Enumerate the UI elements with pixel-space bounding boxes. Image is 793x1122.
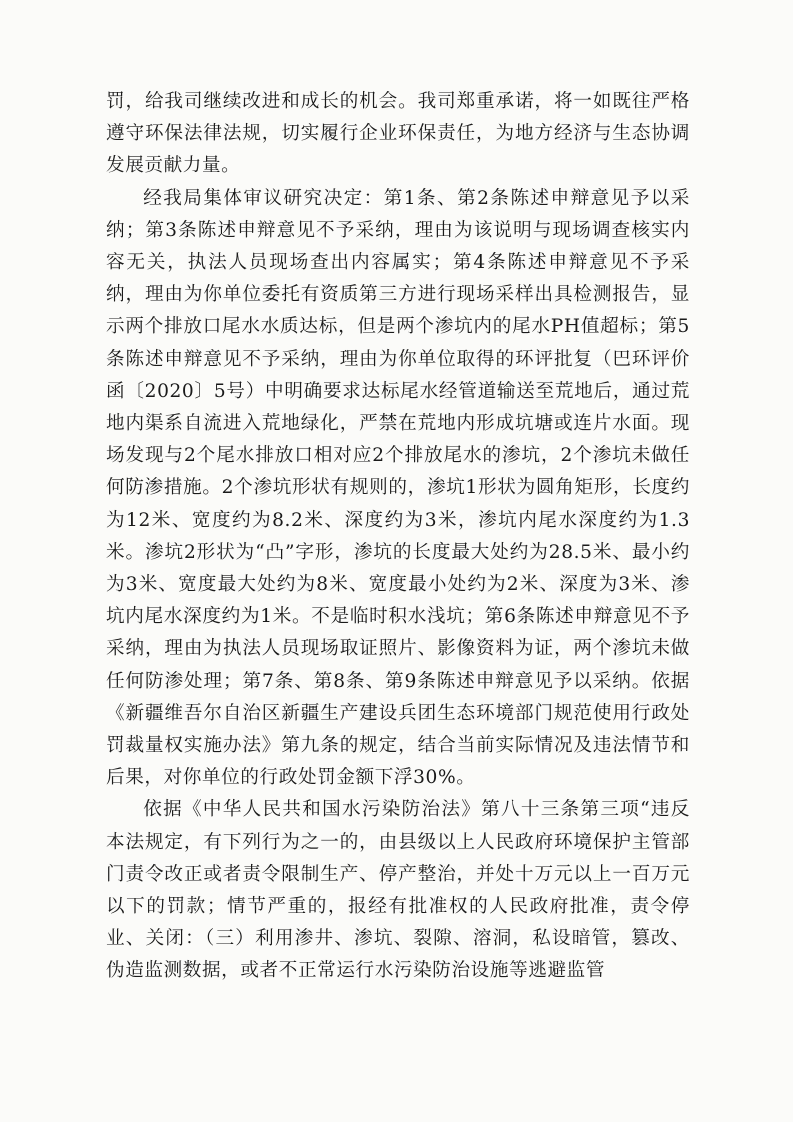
paragraph-legal-basis: 依据《中华人民共和国水污染防治法》第八十三条第三项“违反本法规定，有下列行为之一的，由县级以上人民政府环境保护主管部门责令改正或者责令限制生产、停产整治，并处十万元以上一百万元以下的罚款；情节严重的，报经有批准权的人民政府批准，责令停业、关闭：（三）利用渗井、渗坑、裂隙、溶洞，私设暗管，篡改、伪造监测数据，或者不正常运行水污染防治设施等逃避监管 bbox=[106, 799, 690, 982]
paragraph-continuation: 罚，给我司继续改进和成长的机会。我司郑重承诺，将一如既往严格遵守环保法律法规，切实履行企业环保责任，为地方经济与生态协调发展贡献力量。 bbox=[106, 91, 690, 177]
paragraph-review-decision: 经我局集体审议研究决定：第1条、第2条陈述申辩意见予以采纳；第3条陈述申辩意见不予采纳，理由为该说明与现场调查核实内容无关，执法人员现场查出内容属实；第4条陈述申辩意见不予采纳，理由为你单位委托有资质第三方进行现场采样出具检测报告，显示两个排放口尾水水质达标，但是两个渗坑内的尾水PH值超标；第5条陈述申辩意见不予采纳，理由为你单位取得的环评批复（巴环评价函〔2020〕5号）中明确要求达标尾水经管道输送至荒地后，通过荒地内渠系自流进入荒地绿化，严禁在荒地内形成坑塘或连片水面。现场发现与2个尾水排放口相对应2个排放尾水的渗坑，2个渗坑未做任何防渗措施。2个渗坑形状有规则的，渗坑1形状为圆角矩形，长度约为12米、宽度约为8.2米、深度约为3米，渗坑内尾水深度约为1.3米。渗坑2形状为“凸”字形，渗坑的长度最大处约为28.5米、最小约为3米、宽度最大处约为8米、宽度最小处约为2米、深度为3米、渗坑内尾水深度约为1米。不是临时积水浅坑；第6条陈述申辩意见不予采纳，理由为执法人员现场取证照片、影像资料为证，两个渗坑未做任何防渗处理；第7条、第8条、第9条陈述申辩意见予以采纳。依据《新疆维吾尔自治区新疆生产建设兵团生态环境部门规范使用行政处罚裁量权实施办法》第九条的规定，结合当前实际情况及违法情节和后果，对你单位的行政处罚金额下浮30%。 bbox=[106, 187, 690, 789]
document-body bbox=[106, 86, 690, 988]
